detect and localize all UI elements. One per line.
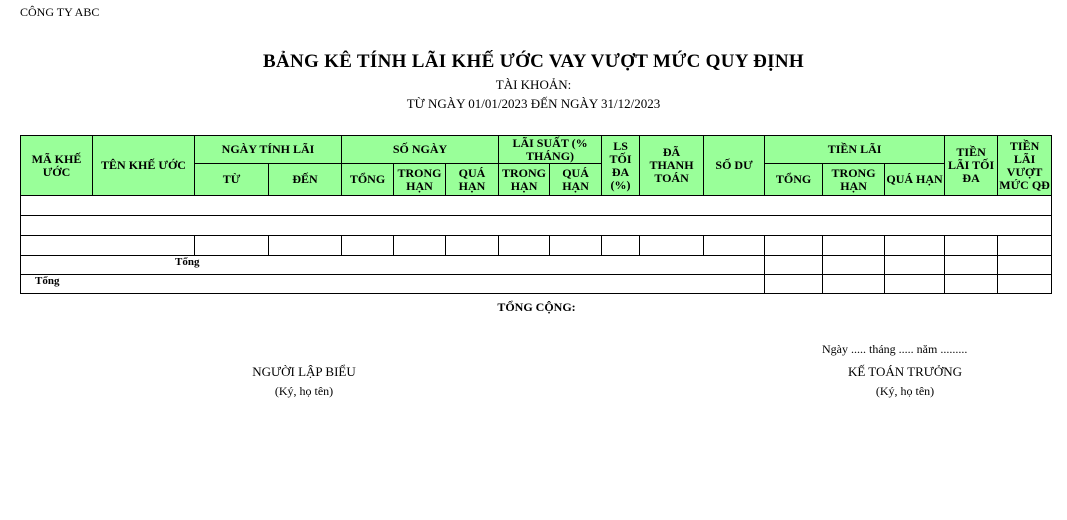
company-name: CÔNG TY ABC xyxy=(20,5,100,19)
detail-cell xyxy=(823,236,885,256)
detail-cell xyxy=(550,236,602,256)
col-tien-lai-qua-han: QUÁ HẠN xyxy=(885,164,945,196)
interest-table xyxy=(20,135,1052,294)
date-line: Ngày ..... tháng ..... năm ......... xyxy=(822,342,968,356)
report-period: TỪ NGÀY 01/01/2023 ĐẾN NGÀY 31/12/2023 xyxy=(406,96,661,111)
chief-accountant-note: (Ký, họ tên) xyxy=(875,384,935,398)
chief-accountant-signature xyxy=(805,364,1005,399)
subtotal-cell xyxy=(765,256,823,275)
contract-row xyxy=(21,216,1052,236)
col-da-thanh-toan: ĐÃ THANH TOÁN xyxy=(640,136,704,196)
col-den: ĐẾN xyxy=(269,164,342,196)
contract-cell xyxy=(21,216,1052,236)
detail-cell xyxy=(704,236,765,256)
col-lai-suat-trong-han: TRONG HẠN xyxy=(499,164,550,196)
detail-cell xyxy=(602,236,640,256)
detail-cell xyxy=(342,236,394,256)
grand-total-label: TỔNG CỘNG: xyxy=(497,300,576,314)
detail-cell xyxy=(21,236,195,256)
header-row-1 xyxy=(21,136,1052,164)
group-cell xyxy=(21,196,1052,216)
total-cell xyxy=(998,275,1052,294)
col-so-ngay-tong: TỔNG xyxy=(342,164,394,196)
detail-cell xyxy=(885,236,945,256)
preparer-title: NGƯỜI LẬP BIỂU xyxy=(252,364,356,379)
col-tien-lai: TIỀN LÃI xyxy=(765,136,945,164)
detail-cell xyxy=(195,236,269,256)
group-row xyxy=(21,196,1052,216)
detail-cell xyxy=(640,236,704,256)
detail-cell xyxy=(446,236,499,256)
total-cell xyxy=(765,275,823,294)
detail-cell xyxy=(499,236,550,256)
col-so-du: SỐ DƯ xyxy=(704,136,765,196)
detail-cell xyxy=(765,236,823,256)
col-ten-khe-uoc: TÊN KHẾ ƯỚC xyxy=(93,136,195,196)
account-label: TÀI KHOẢN: xyxy=(495,77,572,92)
preparer-signature xyxy=(204,364,404,399)
total-cell xyxy=(945,275,998,294)
col-lai-suat: LÃI SUẤT (% THÁNG) xyxy=(499,136,602,164)
detail-cell xyxy=(998,236,1052,256)
col-tien-lai-toi-da: TIỀN LÃI TỐI ĐA xyxy=(945,136,998,196)
col-so-ngay-qua-han: QUÁ HẠN xyxy=(446,164,499,196)
col-lai-suat-qua-han: QUÁ HẠN xyxy=(550,164,602,196)
total-row xyxy=(21,275,1052,294)
total-cell xyxy=(885,275,945,294)
col-tien-lai-tong: TỔNG xyxy=(765,164,823,196)
subtotal-cell xyxy=(945,256,998,275)
detail-cell xyxy=(269,236,342,256)
col-tu: TỪ xyxy=(195,164,269,196)
subtotal-cell xyxy=(998,256,1052,275)
subtotal-row xyxy=(21,256,1052,275)
total-label: Tổng xyxy=(21,275,765,294)
col-so-ngay-trong-han: TRONG HẠN xyxy=(394,164,446,196)
col-so-ngay: SỐ NGÀY xyxy=(342,136,499,164)
detail-row xyxy=(21,236,1052,256)
total-cell xyxy=(823,275,885,294)
preparer-note: (Ký, họ tên) xyxy=(274,384,334,398)
report-title: BẢNG KÊ TÍNH LÃI KHẾ ƯỚC VAY VƯỢT MỨC QUY ĐỊNH xyxy=(263,51,804,72)
chief-accountant-title: KẾ TOÁN TRƯỞNG xyxy=(847,364,963,379)
col-tien-lai-vuot-muc: TIỀN LÃI VƯỢT MỨC QĐ xyxy=(998,136,1052,196)
col-tien-lai-trong-han: TRONG HẠN xyxy=(823,164,885,196)
subtotal-cell xyxy=(823,256,885,275)
col-ma-khe-uoc: MÃ KHẾ ƯỚC xyxy=(21,136,93,196)
col-ls-toi-da: LS TỐI ĐA (%) xyxy=(602,136,640,196)
detail-cell xyxy=(945,236,998,256)
subtotal-label: Tổng xyxy=(21,256,765,275)
detail-cell xyxy=(394,236,446,256)
col-ngay-tinh-lai: NGÀY TÍNH LÃI xyxy=(195,136,342,164)
subtotal-cell xyxy=(885,256,945,275)
